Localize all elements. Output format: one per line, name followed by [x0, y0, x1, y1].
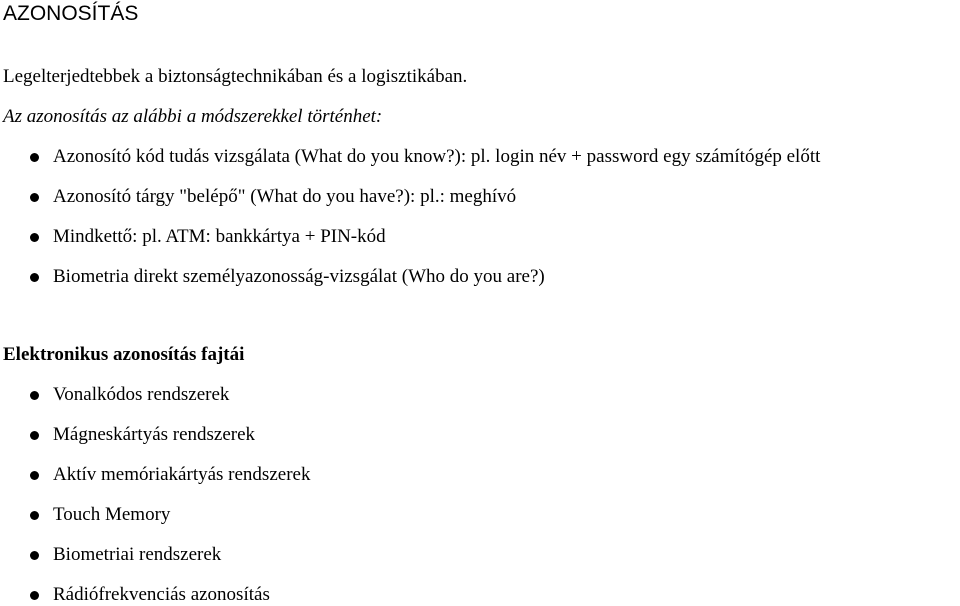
list-item-text: Azonosító kód tudás vizsgálata (What do you know?): pl. login név + password egy számítógép előtt [53, 146, 821, 167]
section-title: Elektronikus azonosítás fajtái [3, 344, 245, 365]
bullet-icon [30, 471, 39, 480]
page-title: AZONOSÍTÁS [3, 2, 139, 25]
list-item-text: Mágneskártyás rendszerek [53, 424, 256, 445]
bullet-icon [30, 153, 39, 162]
bullet-icon [30, 391, 39, 400]
bullet-icon [30, 431, 39, 440]
bullet-icon [30, 233, 39, 242]
list-item-text: Biometria direkt személyazonosság-vizsgálat (Who do you are?) [53, 266, 545, 287]
list-item-text: Mindkettő: pl. ATM: bankkártya + PIN-kód [53, 226, 386, 247]
bullet-icon [30, 591, 39, 600]
intro-paragraph: Legelterjedtebbek a biztonságtechnikában és a logisztikában. [3, 66, 468, 87]
list-item-text: Rádiófrekvenciás azonosítás [53, 584, 270, 605]
list-item-text: Vonalkódos rendszerek [53, 384, 230, 405]
bullet-icon [30, 511, 39, 520]
methods-intro: Az azonosítás az alábbi a módszerekkel történhet: [3, 106, 383, 127]
list-item-text: Azonosító tárgy "belépő" (What do you have?): pl.: meghívó [53, 186, 517, 207]
list-item-text: Aktív memóriakártyás rendszerek [53, 464, 311, 485]
bullet-icon [30, 551, 39, 560]
bullet-icon [30, 273, 39, 282]
list-item-text: Biometriai rendszerek [53, 544, 222, 565]
list-item-text: Touch Memory [53, 504, 171, 525]
bullet-icon [30, 193, 39, 202]
